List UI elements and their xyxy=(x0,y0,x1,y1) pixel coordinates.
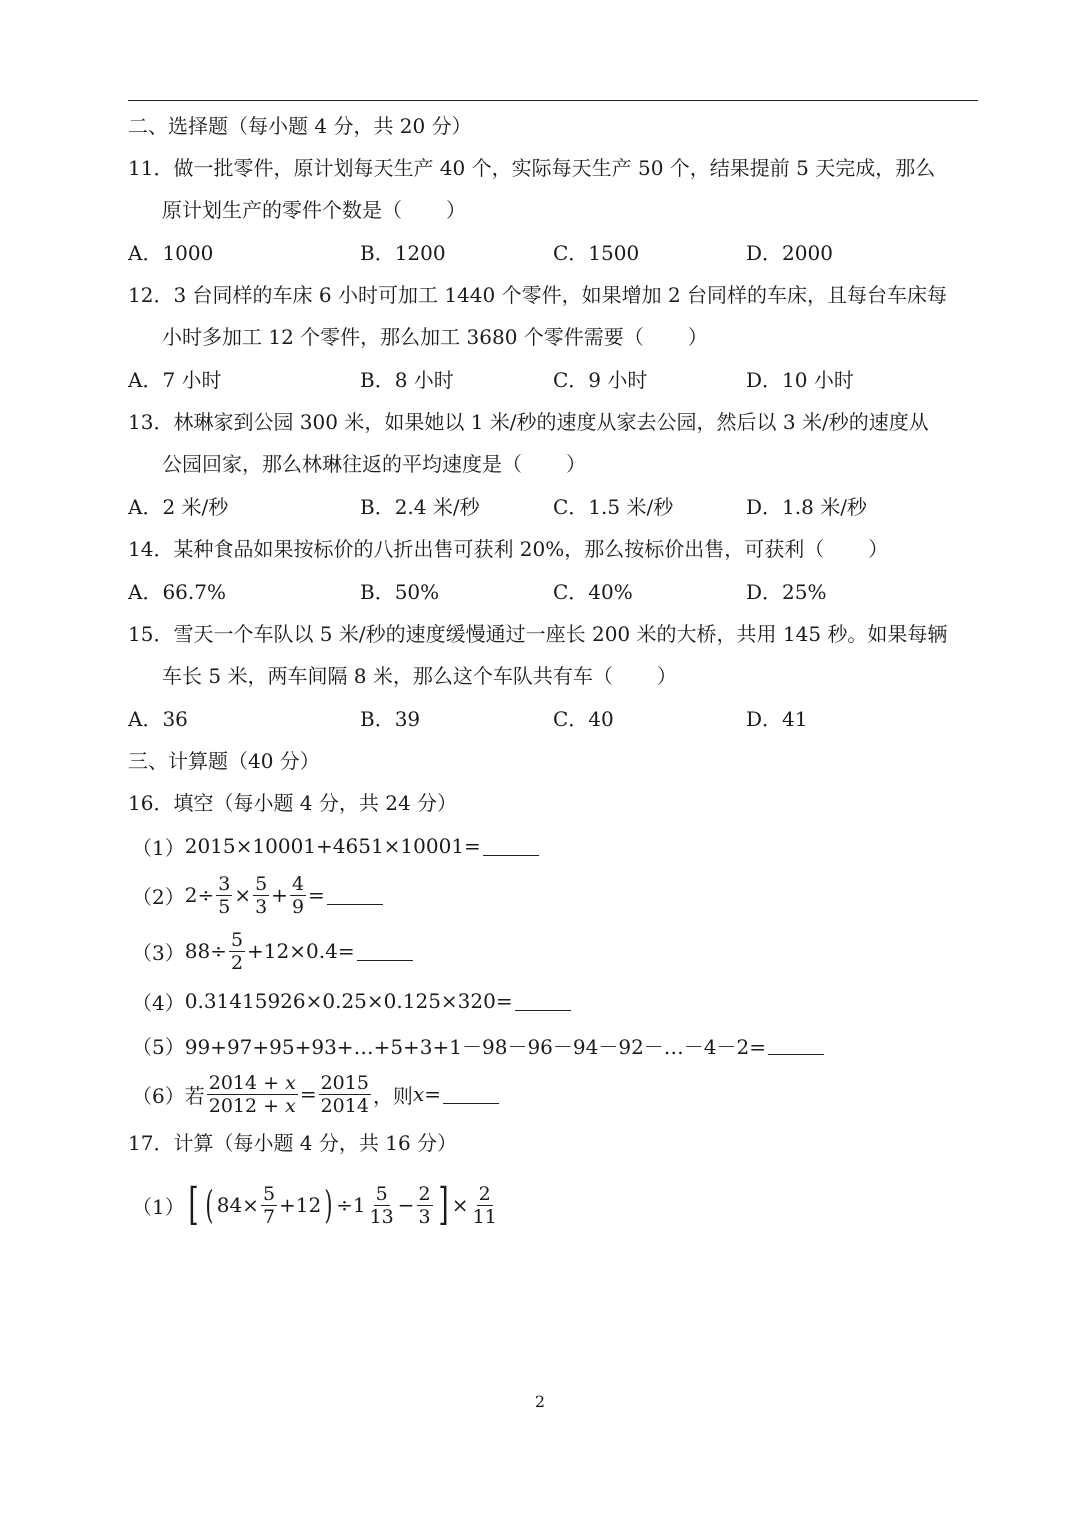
header-rule xyxy=(128,100,978,101)
question-17-title: 17．计算（每小题 4 分，共 16 分） xyxy=(128,1131,458,1155)
q11-option-a[interactable]: A．1000 xyxy=(128,241,214,265)
q12-option-b[interactable]: B．8 小时 xyxy=(360,368,454,392)
q16-item-1: （1） 2015×10001+4651×10001= xyxy=(132,832,539,860)
q12-option-d[interactable]: D．10 小时 xyxy=(746,368,854,392)
q11-option-c[interactable]: C．1500 xyxy=(553,241,640,265)
question-13-line2: 公园回家，那么林琳往返的平均速度是（ ） xyxy=(162,452,586,476)
q17-item-1: （1） [ ( 84× $\frac{5}{7}$ +12 ) ÷1 $\frac{5}{13}$ − $\frac{2}{3}$ ] × $\frac{2}{11}$ xyxy=(132,1179,497,1230)
q13-option-c[interactable]: C．1.5 米/秒 xyxy=(553,495,674,519)
q14-option-a[interactable]: A．66.7% xyxy=(128,580,226,604)
fraction: $\frac{5}{7}$ xyxy=(262,1182,276,1228)
section-title-choice: 二、选择题（每小题 4 分，共 20 分） xyxy=(128,114,472,138)
fraction: $\frac{2}{3}$ xyxy=(418,1182,431,1228)
q16-item-3: （3） 88÷ $\frac{5}{2}$ +12×0.4= xyxy=(132,926,413,976)
question-15-line1: 15．雪天一个车队以 5 米/秒的速度缓慢通过一座长 200 米的大桥，共用 145 秒。如果每辆 xyxy=(128,622,948,646)
q14-option-c[interactable]: C．40% xyxy=(553,580,633,604)
fraction: $\frac{5}{2}$ xyxy=(230,928,244,974)
answer-blank[interactable] xyxy=(327,886,383,905)
page-number: 2 xyxy=(534,1392,546,1411)
q16-item-5: （5） 99+97+95+93+…+5+3+1－98－96－94－92－…－4－2= xyxy=(132,1031,824,1059)
answer-blank[interactable] xyxy=(768,1036,824,1055)
fraction: $\frac{4}{9}$ xyxy=(291,872,305,918)
fraction: $\frac{2015}{2014}$ xyxy=(320,1071,369,1117)
question-11-line1: 11．做一批零件，原计划每天生产 40 个，实际每天生产 50 个，结果提前 5 天完成，那么 xyxy=(128,156,936,180)
question-12-line2: 小时多加工 12 个零件，那么加工 3680 个零件需要（ ） xyxy=(162,325,708,349)
answer-blank[interactable] xyxy=(515,992,571,1011)
question-14-line1: 14．某种食品如果按标价的八折出售可获利 20%，那么按标价出售，可获利（ ） xyxy=(128,537,889,561)
q15-option-d[interactable]: D．41 xyxy=(746,707,808,731)
q12-option-c[interactable]: C．9 小时 xyxy=(553,368,648,392)
section-title-calc: 三、计算题（40 分） xyxy=(128,749,320,773)
q14-option-b[interactable]: B．50% xyxy=(360,580,440,604)
question-15-line2: 车长 5 米，两车间隔 8 米，那么这个车队共有车（ ） xyxy=(162,664,677,688)
q16-item-2: （2） 2÷ $\frac{3}{5}$ × $\frac{5}{3}$ + $\frac{4}{9}$ = xyxy=(132,870,383,920)
q13-option-d[interactable]: D．1.8 米/秒 xyxy=(746,495,867,519)
q16-item-4: （4） 0.31415926×0.25×0.125×320= xyxy=(132,987,571,1015)
answer-blank[interactable] xyxy=(483,837,539,856)
answer-blank[interactable] xyxy=(357,942,413,961)
fraction: $\frac{2}{11}$ xyxy=(472,1182,497,1228)
answer-blank[interactable] xyxy=(443,1085,499,1104)
question-13-line1: 13．林琳家到公园 300 米，如果她以 1 米/秒的速度从家去公园，然后以 3 米/秒的速度从 xyxy=(128,410,929,434)
q15-option-c[interactable]: C．40 xyxy=(553,707,614,731)
fraction: $\frac{3}{5}$ xyxy=(218,872,231,918)
question-16-title: 16．填空（每小题 4 分，共 24 分） xyxy=(128,791,458,815)
q15-option-a[interactable]: A．36 xyxy=(128,707,188,731)
q11-option-d[interactable]: D．2000 xyxy=(746,241,833,265)
question-11-line2: 原计划生产的零件个数是（ ） xyxy=(162,198,466,222)
q11-option-b[interactable]: B．1200 xyxy=(360,241,446,265)
q12-option-a[interactable]: A．7 小时 xyxy=(128,368,222,392)
q13-option-b[interactable]: B．2.4 米/秒 xyxy=(360,495,480,519)
q14-option-d[interactable]: D．25% xyxy=(746,580,827,604)
q13-option-a[interactable]: A．2 米/秒 xyxy=(128,495,229,519)
q16-item-6: （6） 若 $\frac{2014 + x}{2012 + x}$ = $\frac{2015}{2014}$ ，则 x = xyxy=(132,1068,499,1120)
fraction: $\frac{5}{3}$ xyxy=(255,872,268,918)
q15-option-b[interactable]: B．39 xyxy=(360,707,421,731)
question-12-line1: 12．3 台同样的车床 6 小时可加工 1440 个零件，如果增加 2 台同样的车床，且每台车床每 xyxy=(128,283,948,307)
fraction: $\frac{5}{13}$ xyxy=(369,1182,394,1228)
fraction: $\frac{2014 + x}{2012 + x}$ xyxy=(208,1071,296,1117)
